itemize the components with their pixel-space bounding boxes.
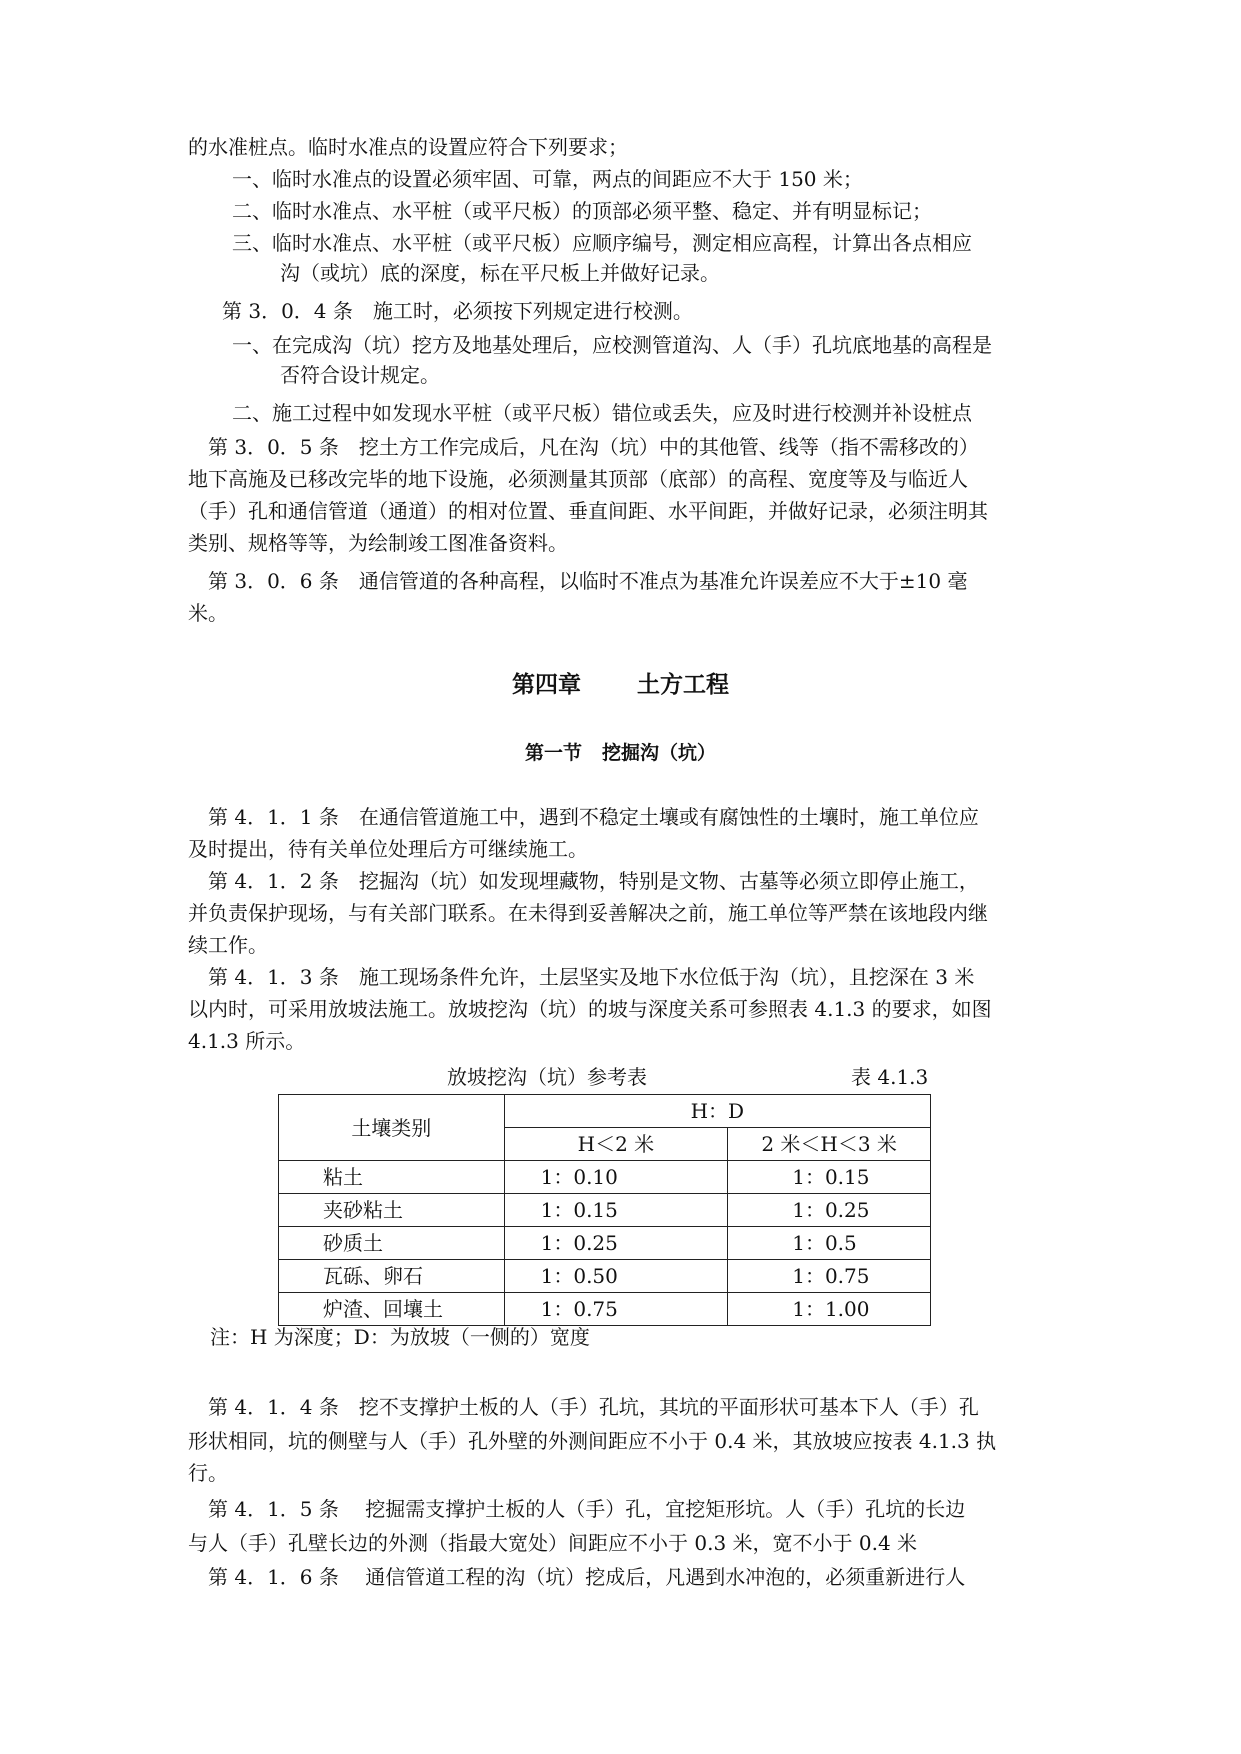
clause-4-1-5: 第 4．1．5 条 挖掘需支撑护土板的人（手）孔，宜挖矩形坑。人（手）孔坑的长边: [208, 1497, 966, 1521]
header-depth-under-2m: H＜2 米: [504, 1128, 728, 1161]
clause-3-0-5: 第 3．0．5 条 挖土方工作完成后，凡在沟（坑）中的其他管、线等（指不需移改的）: [208, 435, 979, 459]
paragraph-line: 与人（手）孔壁长边的外测（指最大宽处）间距应不小于 0.3 米，宽不小于 0.4 米: [188, 1531, 918, 1555]
chapter-heading: [0, 668, 1241, 702]
paragraph-line: 地下高施及已移改完毕的地下设施，必须测量其顶部（底部）的高程、宽度等及与临近人: [188, 467, 968, 491]
ratio-cell: 1：0.75: [504, 1293, 728, 1326]
header-ratio: H：D: [504, 1095, 930, 1128]
soil-cell: 瓦砾、卵石: [279, 1260, 505, 1293]
chapter-title: 土方工程: [637, 672, 729, 698]
clause-4-1-2: 第 4．1．2 条 挖掘沟（坑）如发现埋藏物，特别是文物、古墓等必须立即停止施工，: [208, 869, 979, 893]
section-number: 第一节: [524, 742, 582, 764]
table-row: [279, 1293, 931, 1326]
paragraph-line: 形状相同，坑的侧壁与人（手）孔外壁的外测间距应不小于 0.4 米，其放坡应按表 4.1.3 执: [188, 1429, 997, 1453]
paragraph-line: 以内时，可采用放坡法施工。放坡挖沟（坑）的坡与深度关系可参照表 4.1.3 的要求，如图: [188, 997, 992, 1021]
clause-3-0-6: 第 3．0．6 条 通信管道的各种高程，以临时不准点为基准允许误差应不大于±10 毫: [208, 569, 968, 593]
table-header-row: [279, 1095, 931, 1128]
paragraph-line: 米。: [188, 601, 228, 625]
table-note: 注：H 为深度；D：为放坡（一侧的）宽度: [210, 1325, 590, 1349]
table-title: 放坡挖沟（坑）参考表: [447, 1065, 647, 1089]
clause-4-1-4: 第 4．1．4 条 挖不支撑护土板的人（手）孔坑，其坑的平面形状可基本下人（手）孔: [208, 1395, 979, 1419]
ratio-cell: 1：0.5: [728, 1227, 931, 1260]
paragraph-line: 续工作。: [188, 933, 268, 957]
list-item: 二、临时水准点、水平桩（或平尺板）的顶部必须平整、稳定、并有明显标记；: [232, 199, 932, 223]
list-item: 二、施工过程中如发现水平桩（或平尺板）错位或丢失，应及时进行校测并补设桩点: [232, 401, 972, 425]
ratio-cell: 1：0.15: [504, 1194, 728, 1227]
table-row: [279, 1194, 931, 1227]
list-item: 一、临时水准点的设置必须牢固、可靠，两点的间距应不大于 150 米；: [232, 167, 863, 191]
clause-4-1-3: 第 4．1．3 条 施工现场条件允许，土层坚实及地下水位低于沟（坑），且挖深在 3 米: [208, 965, 975, 989]
paragraph-line: 行。: [188, 1461, 228, 1485]
clause-4-1-1: 第 4．1．1 条 在通信管道施工中，遇到不稳定土壤或有腐蚀性的土壤时，施工单位应: [208, 805, 979, 829]
list-item: 一、在完成沟（坑）挖方及地基处理后，应校测管道沟、人（手）孔坑底地基的高程是: [232, 333, 992, 357]
list-item: 三、临时水准点、水平桩（或平尺板）应顺序编号，测定相应高程，计算出各点相应: [232, 231, 972, 255]
ratio-cell: 1：0.15: [728, 1161, 931, 1194]
table-row: [279, 1227, 931, 1260]
paragraph-line: （手）孔和通信管道（通道）的相对位置、垂直间距、水平间距，并做好记录，必须注明其: [188, 499, 988, 523]
list-item-continuation: 否符合设计规定。: [280, 363, 440, 387]
paragraph-line: 类别、规格等等，为绘制竣工图准备资料。: [188, 531, 568, 555]
ratio-cell: 1：0.75: [728, 1260, 931, 1293]
soil-cell: 夹砂粘土: [279, 1194, 505, 1227]
list-item-continuation: 沟（或坑）底的深度，标在平尺板上并做好记录。: [280, 261, 720, 285]
soil-cell: 砂质土: [279, 1227, 505, 1260]
header-depth-2-to-3m: 2 米＜H＜3 米: [728, 1128, 931, 1161]
ratio-cell: 1：1.00: [728, 1293, 931, 1326]
ratio-cell: 1：0.25: [728, 1194, 931, 1227]
paragraph-line: 及时提出，待有关单位处理后方可继续施工。: [188, 837, 588, 861]
ratio-cell: 1：0.25: [504, 1227, 728, 1260]
ratio-cell: 1：0.10: [504, 1161, 728, 1194]
section-title: 挖掘沟（坑）: [602, 742, 717, 764]
header-soil-type: 土壤类别: [279, 1095, 505, 1161]
paragraph-line: 并负责保护现场，与有关部门联系。在未得到妥善解决之前，施工单位等严禁在该地段内继: [188, 901, 988, 925]
paragraph-line: 的水准桩点。临时水准点的设置应符合下列要求；: [188, 135, 628, 159]
clause-3-0-4: 第 3．0．4 条 施工时，必须按下列规定进行校测。: [222, 299, 693, 323]
paragraph-line: 4.1.3 所示。: [188, 1029, 306, 1053]
table-number: 表 4.1.3: [851, 1065, 929, 1089]
table-row: [279, 1161, 931, 1194]
table-row: [279, 1260, 931, 1293]
slope-reference-table: [278, 1094, 931, 1326]
ratio-cell: 1：0.50: [504, 1260, 728, 1293]
section-heading: [0, 738, 1241, 768]
clause-4-1-6: 第 4．1．6 条 通信管道工程的沟（坑）挖成后，凡遇到水冲泡的，必须重新进行人: [208, 1565, 966, 1589]
soil-cell: 炉渣、回壤土: [279, 1293, 505, 1326]
soil-cell: 粘土: [279, 1161, 505, 1194]
chapter-number: 第四章: [512, 672, 581, 698]
